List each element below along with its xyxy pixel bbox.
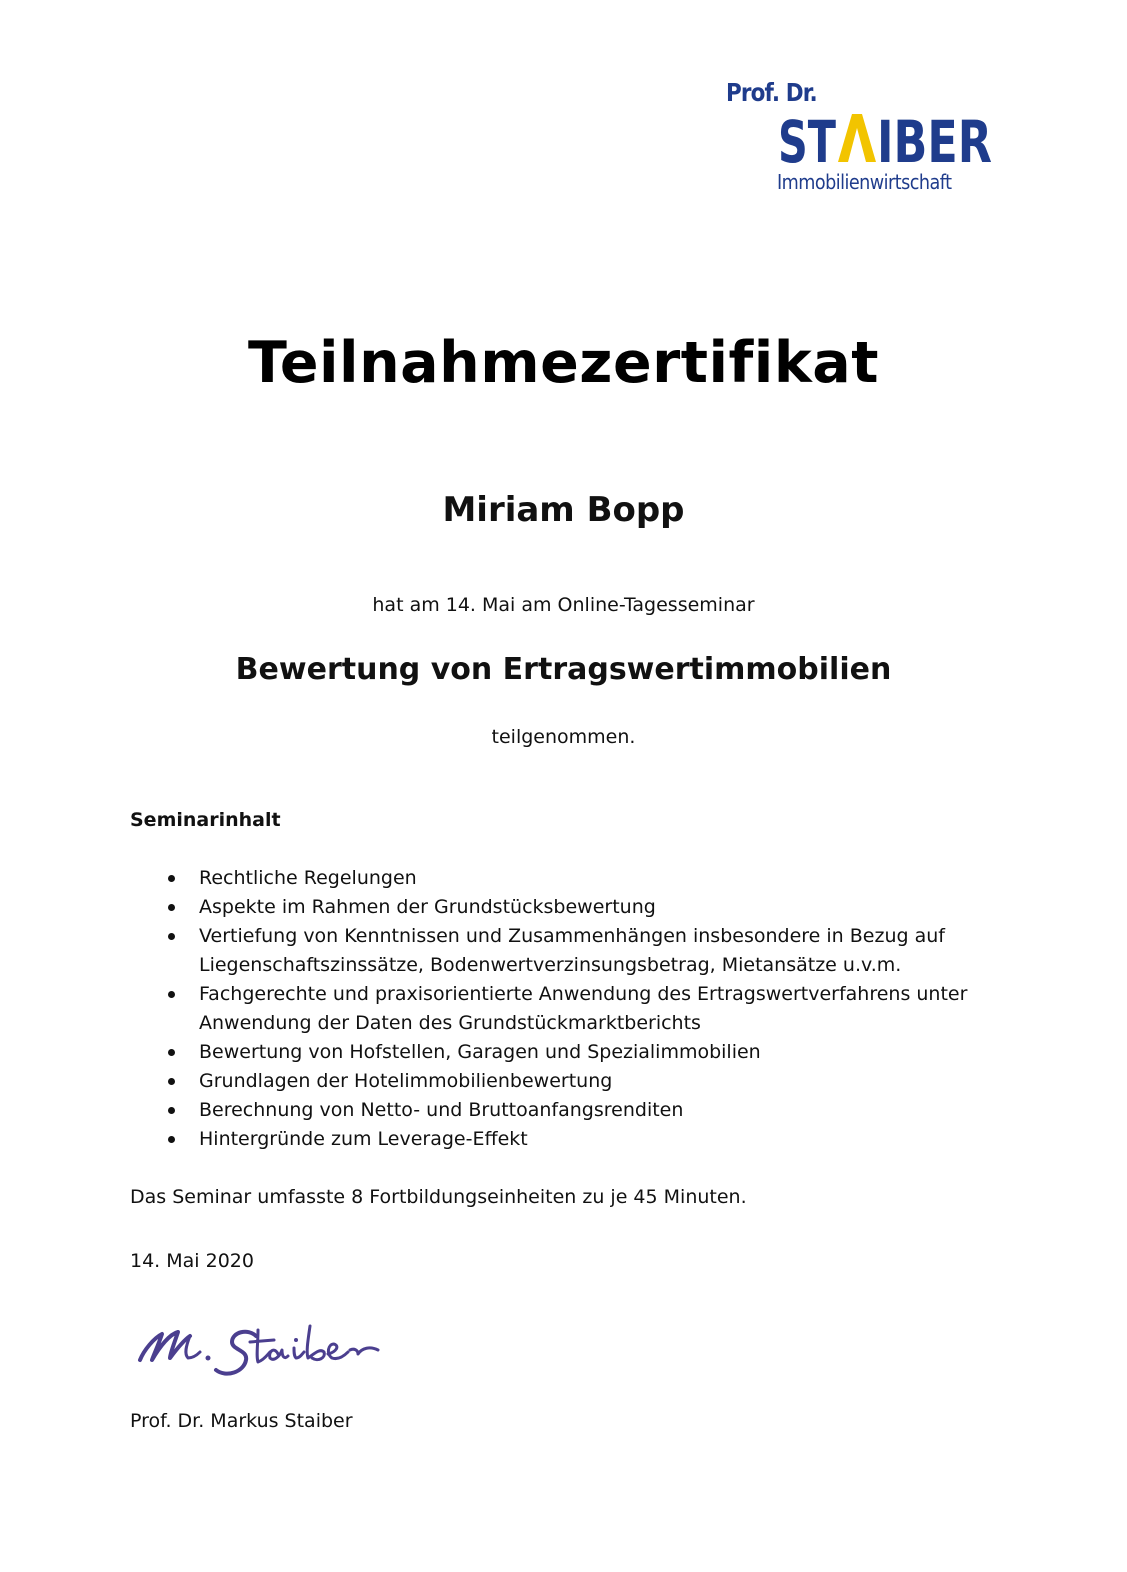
- content-heading: Seminarinhalt: [130, 809, 281, 831]
- participation-suffix: teilgenommen.: [491, 726, 636, 748]
- certificate-title: Teilnahmezertifikat: [248, 330, 879, 396]
- seminar-title: Bewertung von Ertragswertimmobilien: [235, 652, 892, 687]
- company-logo: [724, 76, 994, 196]
- svg-text:IBER: IBER: [877, 108, 992, 176]
- list-item: Rechtliche Regelungen: [130, 864, 990, 893]
- list-item: Bewertung von Hofstellen, Garagen und Spezialimmobilien: [130, 1038, 990, 1067]
- logo-wordmark: [778, 108, 992, 176]
- logo-prefix: Prof. Dr.: [726, 78, 817, 107]
- seminar-summary: Das Seminar umfasste 8 Fortbildungseinheiten zu je 45 Minuten.: [130, 1186, 747, 1208]
- logo-tagline: Immobilienwirtschaft: [777, 170, 952, 194]
- issue-date: 14. Mai 2020: [130, 1250, 254, 1272]
- signer-name: Prof. Dr. Markus Staiber: [130, 1410, 353, 1432]
- list-item: Vertiefung von Kenntnissen und Zusammenhängen insbesondere in Bezug auf Liegenschaftszinssätze, Bodenwertverzinsungsbetrag, Mietansätze u.v.m.: [130, 922, 990, 980]
- list-item: Hintergründe zum Leverage-Effekt: [130, 1125, 990, 1154]
- list-item: Aspekte im Rahmen der Grundstücksbewertung: [130, 893, 990, 922]
- list-item: Grundlagen der Hotelimmobilienbewertung: [130, 1067, 990, 1096]
- logo-chevron-mark: [838, 114, 876, 162]
- topic-list: [130, 864, 990, 1154]
- participation-intro: hat am 14. Mai am Online-Tagesseminar: [372, 594, 755, 616]
- recipient-name: Miriam Bopp: [442, 490, 685, 530]
- svg-text:ST: ST: [778, 108, 837, 176]
- handwritten-signature: [128, 1300, 408, 1395]
- list-item: Berechnung von Netto- und Bruttoanfangsrenditen: [130, 1096, 990, 1125]
- list-item: Fachgerechte und praxisorientierte Anwendung des Ertragswertverfahrens unter Anwendung der Daten des Grundstückmarktberichts: [130, 980, 990, 1038]
